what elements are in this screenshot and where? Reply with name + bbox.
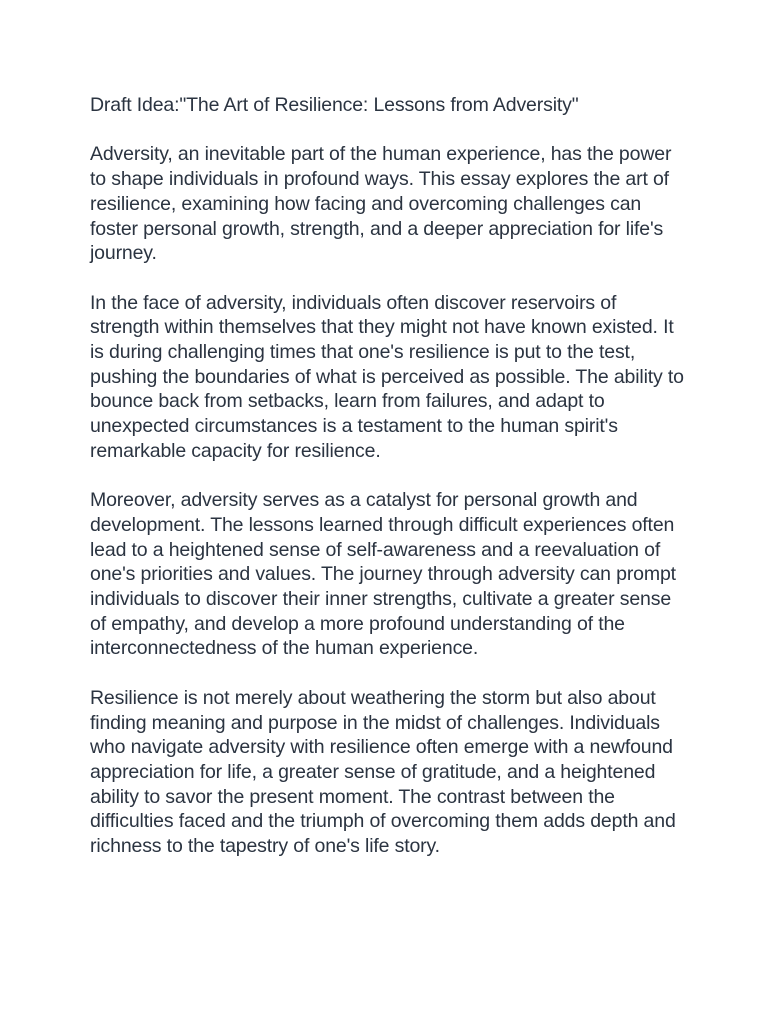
document-title: Draft Idea:"The Art of Resilience: Lessons from Adversity" [90, 94, 579, 116]
paragraph-strength: In the face of adversity, individuals often discover reservoirs of strength within themselves that they might not have known existed. It is during challenging times that one's resilience is put to the test, pushing the boundaries of what is perceived as possible. The ability to bounce back from setbacks, learn from failures, and adapt to unexpected circumstances is a testament to the human spirit's remarkable capacity for resilience. [90, 291, 684, 462]
paragraph-growth: Moreover, adversity serves as a catalyst for personal growth and development. The lessons learned through difficult experiences often lead to a heightened sense of self-awareness and a reevaluation of one's priorities and values. The journey through adversity can prompt individuals to discover their inner strengths, cultivate a greater sense of empathy, and develop a more profound understanding of the interconnectedness of the human experience. [90, 489, 676, 660]
paragraph-meaning: Resilience is not merely about weathering the storm but also about finding meaning and purpose in the midst of challenges. Individuals who navigate adversity with resilience often emerge with a newfound appreciation for life, a greater sense of gratitude, and a heightened ability to savor the present moment. The contrast between the difficulties faced and the triumph of overcoming them adds depth and richness to the tapestry of one's life story. [90, 686, 676, 858]
document-body [90, 93, 690, 883]
paragraph-intro: Adversity, an inevitable part of the human experience, has the power to shape individuals in profound ways. This essay explores the art of resilience, examining how facing and overcoming challenges can foster personal growth, strength, and a deeper appreciation for life's journey. [90, 143, 672, 265]
